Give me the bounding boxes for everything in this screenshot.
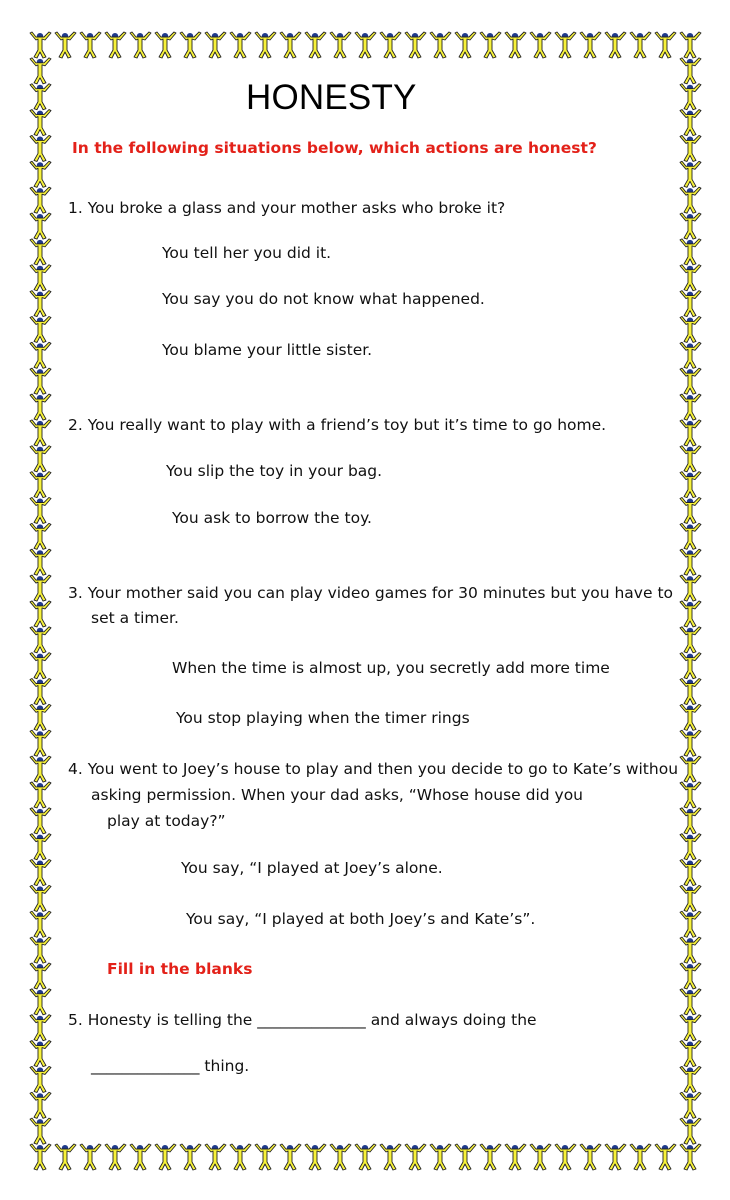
question-4-text-line-3: play at today?” [107,812,226,830]
question-2-option-2: You ask to borrow the toy. [172,509,372,527]
question-1-option-2: You say you do not know what happened. [162,290,485,308]
question-1-text: 1. You broke a glass and your mother asks who broke it? [68,199,506,217]
question-4-option-1: You say, “I played at Joey’s alone. [181,859,443,877]
question-2-text: 2. You really want to play with a friend’s toy but it’s time to go home. [68,416,607,434]
instruction-text: In the following situations below, which actions are honest? [72,139,597,157]
question-4-option-2: You say, “I played at both Joey’s and Kate’s”. [186,910,536,928]
question-2-option-1: You slip the toy in your bag. [166,462,383,480]
question-3-text-line-1: 3. Your mother said you can play video games for 30 minutes but you have to [68,584,674,602]
question-3-option-1: When the time is almost up, you secretly add more time [172,659,610,677]
page-title: HONESTY [246,78,417,117]
question-3-text-line-2: set a timer. [91,609,179,627]
fill-question-line-1: 5. Honesty is telling the ______________ and always doing the [68,1011,537,1029]
question-1-option-1: You tell her you did it. [162,244,332,262]
question-1-option-3: You blame your little sister. [162,341,373,359]
fill-heading: Fill in the blanks [107,960,253,978]
question-4-text-line-2: asking permission. When your dad asks, “Whose house did you [91,786,584,804]
question-3-option-2: You stop playing when the timer rings [176,709,470,727]
fill-question-line-2: ______________ thing. [91,1057,250,1075]
question-4-text-line-1: 4. You went to Joey’s house to play and then you decide to go to Kate’s withou [68,760,679,778]
